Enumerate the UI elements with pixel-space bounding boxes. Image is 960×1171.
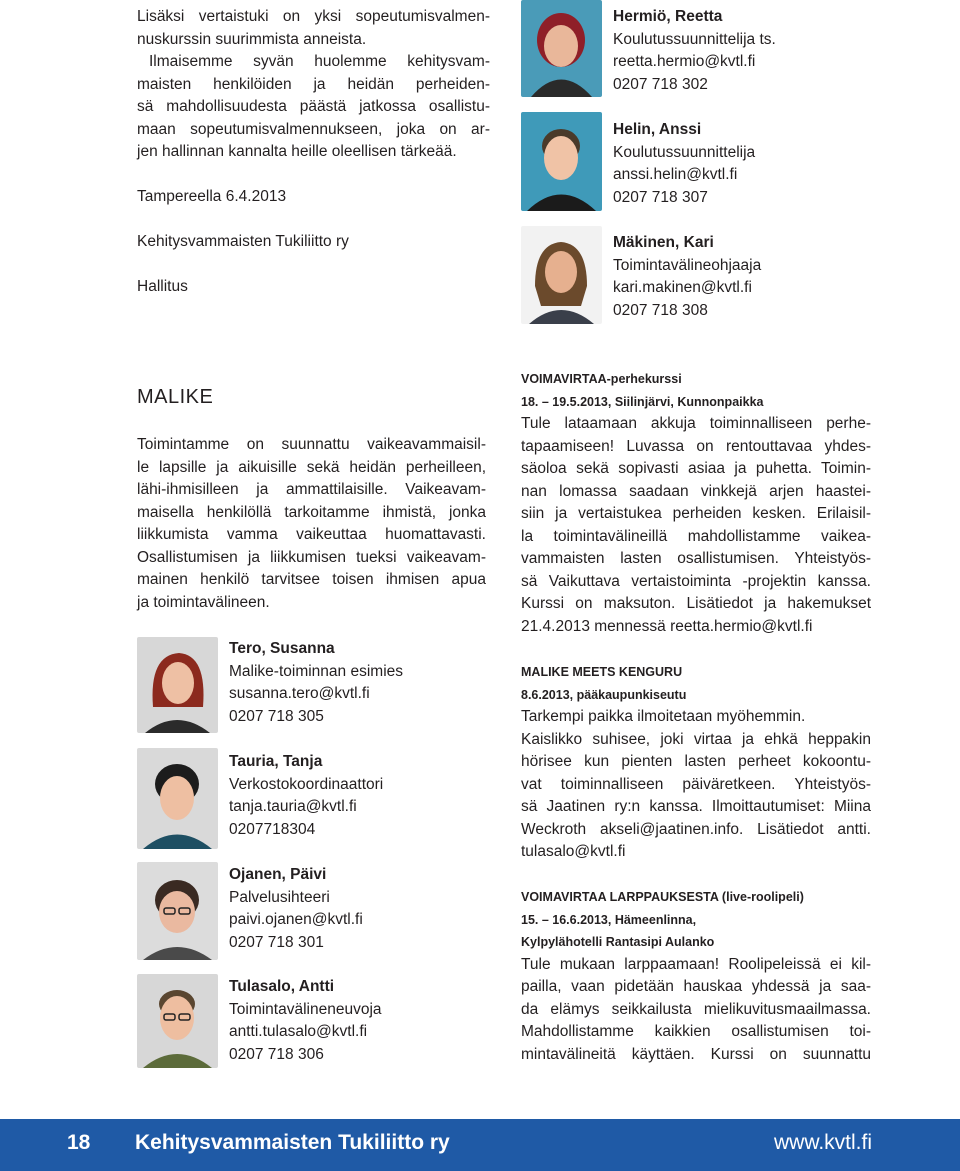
event-block	[521, 886, 871, 1066]
contact-name: Ojanen, Päivi	[229, 866, 327, 883]
contact-name: Hermiö, Reetta	[613, 8, 723, 25]
event-line: Kaislikko suhisee, joki virtaa ja ehkä heppakin	[521, 730, 871, 748]
event-title: VOIMAVIRTAA-perhekurssi	[521, 372, 682, 386]
contact-card	[613, 6, 776, 96]
contact-phone: 0207 718 305	[229, 707, 324, 725]
intro-line: jen hallinnan kannalta heille oleellisen tärkeää.	[137, 143, 457, 160]
contact-phone: 0207718304	[229, 820, 316, 838]
portrait-photo-tauria	[137, 748, 218, 849]
event-line: tulasalo@kvtl.fi	[521, 843, 626, 860]
event-line: Weckroth akseli@jaatinen.info. Lisätiedot antti.	[521, 820, 871, 838]
contact-phone: 0207 718 302	[613, 75, 708, 93]
intro-line: nuskurssin suurimmista anneista.	[137, 30, 367, 48]
portrait-photo-makinen	[521, 226, 602, 324]
event-description	[521, 413, 871, 638]
event-venue: Kylpylähotelli Rantasipi Aulanko	[521, 935, 715, 949]
contact-card	[613, 232, 761, 322]
organization-signature: Kehitysvammaisten Tukiliitto ry	[137, 233, 349, 250]
event-block	[521, 368, 871, 638]
malike-line: maisella henkilöllä tarkoitamme ihmistä, jonka	[137, 503, 486, 521]
contact-card	[229, 864, 363, 954]
event-line: Kurssi on maksuton. Lisätiedot ja hakemukset	[521, 595, 871, 612]
contact-name: Helin, Anssi	[613, 121, 702, 138]
event-title: MALIKE MEETS KENGURU	[521, 665, 683, 679]
contact-title: Koulutussuunnittelija	[613, 143, 756, 161]
contact-email[interactable]: tanja.tauria@kvtl.fi	[229, 798, 357, 815]
intro-paragraph	[137, 6, 490, 164]
portrait-photo-helin	[521, 112, 602, 211]
contact-email[interactable]: antti.tulasalo@kvtl.fi	[229, 1023, 368, 1040]
intro-line: sä mahdollisuudesta päästä jatkossa osallistu-	[137, 98, 490, 115]
portrait-photo-tero	[137, 637, 218, 733]
event-line: vat toiminnalliseen päiväretkeen. Yhteistyös-	[521, 775, 871, 793]
event-line: säoloa sekä sopivasti asiaa ja puhetta. Toimin-	[521, 460, 871, 477]
event-title: VOIMAVIRTAA LARPPAUKSESTA (live-roolipeli)	[521, 890, 804, 904]
contact-email[interactable]: reetta.hermio@kvtl.fi	[613, 53, 756, 70]
intro-line: maisten henkilöiden ja heidän perheiden-	[137, 75, 490, 93]
event-line: vammaisten lasten osallistumisen. Yhteistyös-	[521, 550, 871, 567]
intro-line: Lisäksi vertaistuki on yksi sopeutumisvalmen-	[137, 8, 490, 25]
contact-card	[229, 976, 382, 1066]
contact-title: Malike-toiminnan esimies	[229, 662, 404, 680]
page-number: 18	[67, 1131, 91, 1154]
malike-line: le lapsille ja aikuisille sekä heidän perheilleen,	[137, 458, 486, 476]
event-date-place: 8.6.2013, pääkaupunkiseutu	[521, 687, 687, 702]
contact-title: Toimintavälineneuvoja	[229, 1000, 382, 1018]
malike-line: lähi-ihmisilleen ja ammattilaisille. Vaikeavam-	[137, 481, 486, 498]
section-heading: MALIKE	[137, 386, 214, 408]
board-signature: Hallitus	[137, 278, 188, 295]
event-description	[521, 954, 871, 1067]
portrait-photo-ojanen	[137, 862, 218, 960]
event-line: Tarkempi paikka ilmoitetaan myöhemmin.	[521, 708, 806, 725]
intro-line: maan sopeutumisvalmennukseen, joka on ar-	[137, 120, 490, 138]
contact-card	[229, 638, 403, 728]
contact-title: Verkostokoordinaattori	[229, 775, 384, 793]
event-line: siin ja vertaistukea perheiden kesken. Erilaisil-	[521, 505, 871, 522]
contact-phone: 0207 718 307	[613, 188, 708, 206]
contact-phone: 0207 718 301	[229, 933, 324, 951]
event-line: 21.4.2013 mennessä reetta.hermio@kvtl.fi	[521, 617, 813, 635]
publication-name: Kehitysvammaisten Tukiliitto ry	[135, 1131, 450, 1154]
event-line: mintavälineitä käyttäen. Kurssi on suunnattu	[521, 1045, 871, 1063]
event-line: Mahdollistamme kaikkien osallistumisen toi-	[521, 1023, 871, 1040]
contact-title: Palvelusihteeri	[229, 888, 330, 906]
malike-line: Osallistumisen ja liikkumisen tueksi vaikeavam-	[137, 548, 486, 566]
contact-card	[229, 751, 383, 841]
contact-phone: 0207 718 308	[613, 301, 708, 319]
malike-line: ja toimintavälineen.	[137, 593, 270, 611]
contact-name: Tulasalo, Antti	[229, 978, 335, 995]
event-line: Tule lataamaan akkuja toiminnalliseen perhe-	[521, 415, 871, 432]
portrait-photo-hermio	[521, 0, 602, 97]
contact-name: Tero, Susanna	[229, 640, 335, 657]
malike-line: liikkumista vamma vaikeuttaa huomattavasti.	[137, 526, 486, 543]
contact-name: Tauria, Tanja	[229, 753, 323, 770]
intro-line: Ilmaisemme syvän huolemme kehitysvam-	[149, 53, 490, 70]
malike-line: mainen henkilö tarvitsee toisen ihmisen apua	[137, 571, 486, 588]
event-description	[521, 706, 871, 864]
event-line: la toimintavälineillä mahdollistamme vaikea-	[521, 527, 871, 545]
portrait-photo-tulasalo	[137, 974, 218, 1068]
event-line: nan lomassa saadaan vinkkejä arjen haastei-	[521, 482, 871, 500]
event-date-place: 15. – 16.6.2013, Hämeenlinna,	[521, 912, 697, 927]
contact-name: Mäkinen, Kari	[613, 234, 714, 251]
contact-title: Toimintavälineohjaaja	[613, 256, 762, 274]
malike-paragraph	[137, 434, 486, 614]
contact-email[interactable]: susanna.tero@kvtl.fi	[229, 685, 370, 702]
event-line: pailla, vaan pidetään hauskaa yhdessä ja saa-	[521, 978, 871, 995]
event-line: sä Vaikuttava vertaistoiminta -projektin kanssa.	[521, 572, 871, 590]
event-line: tapaamiseen! Luvassa on rentouttavaa yhdes-	[521, 437, 871, 455]
event-line: Tule mukaan larppaamaan! Roolipeleissä ei kil-	[521, 955, 871, 973]
event-line: da elämys seikkailusta mielikuvitusmaailmassa.	[521, 1000, 871, 1018]
event-date-place: 18. – 19.5.2013, Siilinjärvi, Kunnonpaikka	[521, 394, 764, 409]
contact-title: Koulutussuunnittelija ts.	[613, 30, 776, 48]
contact-email[interactable]: anssi.helin@kvtl.fi	[613, 166, 738, 183]
website-link[interactable]: www.kvtl.fi	[773, 1131, 872, 1154]
place-date: Tampereella 6.4.2013	[137, 188, 287, 205]
malike-line: Toimintamme on suunnattu vaikeavammaisil-	[137, 436, 486, 453]
event-line: sä Jaatinen ry:n kanssa. Ilmoittautumiset: Miina	[521, 798, 871, 815]
contact-card	[613, 119, 755, 209]
event-line: hörisee kun pienten lasten perheet kokoontu-	[521, 753, 871, 770]
event-block	[521, 661, 871, 864]
contact-email[interactable]: kari.makinen@kvtl.fi	[613, 279, 752, 296]
contact-phone: 0207 718 306	[229, 1045, 324, 1063]
page-footer	[0, 1119, 960, 1171]
contact-email[interactable]: paivi.ojanen@kvtl.fi	[229, 911, 363, 928]
